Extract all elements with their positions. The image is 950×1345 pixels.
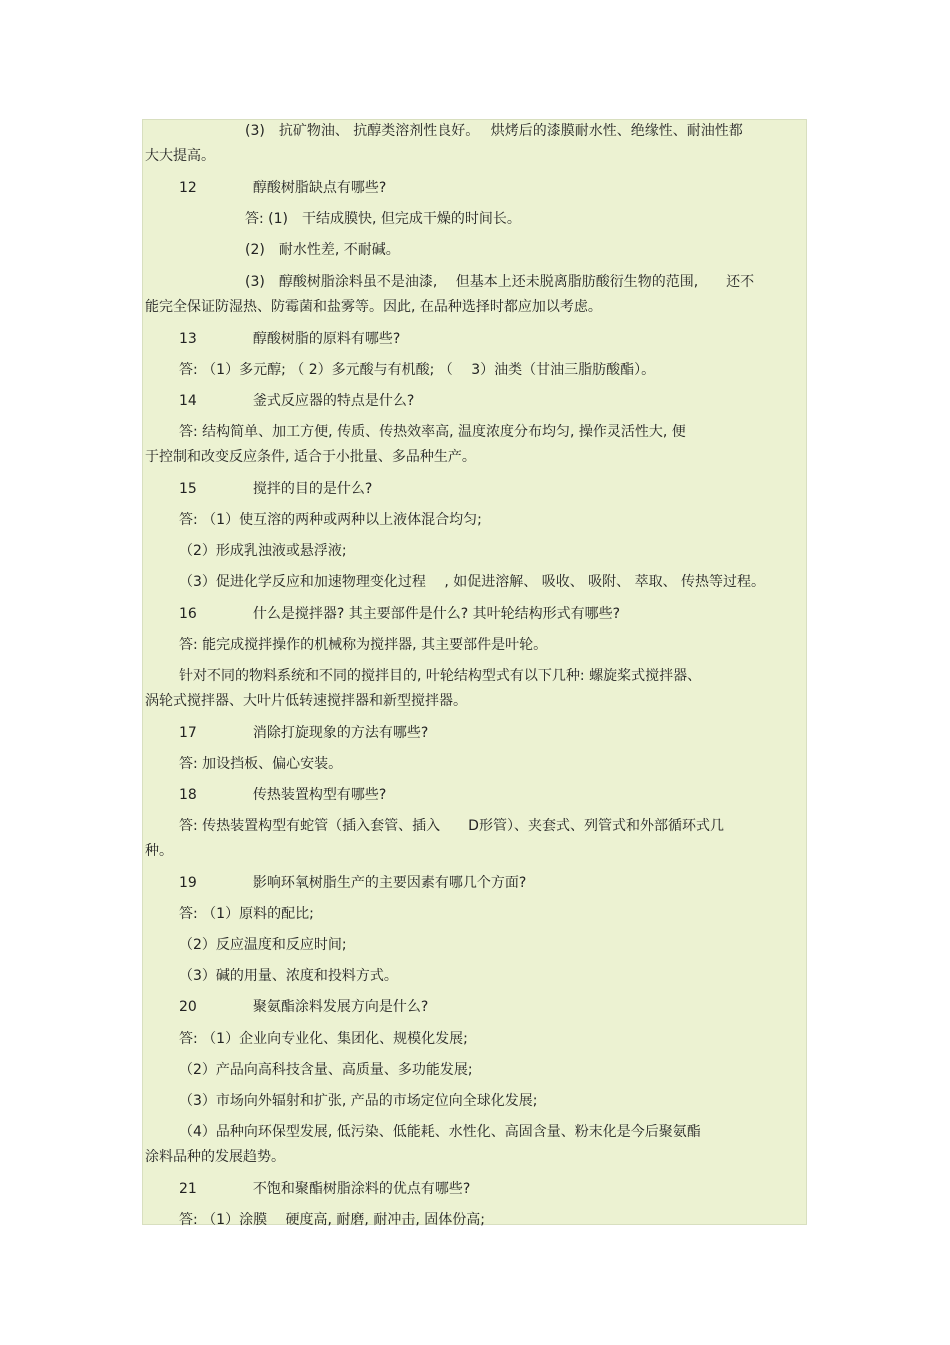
text-line: （2）产品向高科技含量、高质量、多功能发展; — [179, 1062, 473, 1078]
text-line: 答: 能完成搅拌操作的机械称为搅拌器, 其主要部件是叶轮。 — [179, 637, 548, 653]
text-line: （4）品种向环保型发展, 低污染、低能耗、水性化、高固含量、粉末化是今后聚氨酯 — [179, 1124, 701, 1140]
text-line: (3) 抗矿物油、 抗醇类溶剂性良好。 烘烤后的漆膜耐水性、绝缘性、耐油性都 — [245, 123, 743, 139]
text-line: 答: （1）多元醇; （ 2）多元酸与有机酸; （ 3）油类（甘油三脂肪酸酯）。 — [179, 362, 656, 378]
text-line: 大大提高。 — [145, 148, 215, 164]
text-line: 答: 结构简单、加工方便, 传质、传热效率高, 温度浓度分布均匀, 操作灵活性大, 便 — [179, 424, 686, 440]
text-line: 种。 — [145, 843, 173, 859]
text-line: （3）促进化学反应和加速物理变化过程 , 如促进溶解、 吸收、 吸附、 萃取、 传热等过程。 — [179, 574, 766, 590]
text-line: 答: 传热装置构型有蛇管（插入套管、插入 D形管）、夹套式、列管式和外部循环式几 — [179, 818, 724, 834]
text-line: （3）碱的用量、浓度和投料方式。 — [179, 968, 398, 984]
text-line: 18 传热装置构型有哪些? — [179, 787, 387, 803]
text-line: 16 什么是搅拌器? 其主要部件是什么? 其叶轮结构形式有哪些? — [179, 606, 621, 622]
text-line: 涡轮式搅拌器、大叶片低转速搅拌器和新型搅拌器。 — [145, 693, 467, 709]
text-line: 答: (1) 干结成膜快, 但完成干燥的时间长。 — [245, 211, 521, 227]
text-line: 答: （1）原料的配比; — [179, 906, 314, 922]
text-line: 涂料品种的发展趋势。 — [145, 1149, 285, 1165]
text-line: 针对不同的物料系统和不同的搅拌目的, 叶轮结构型式有以下几种: 螺旋桨式搅拌器、 — [179, 668, 702, 684]
text-line: 15 搅拌的目的是什么? — [179, 481, 373, 497]
text-line: 21 不饱和聚酯树脂涂料的优点有哪些? — [179, 1181, 471, 1197]
text-line: 20 聚氨酯涂料发展方向是什么? — [179, 999, 429, 1015]
text-line: 17 消除打旋现象的方法有哪些? — [179, 725, 429, 741]
text-line: （2）形成乳浊液或悬浮液; — [179, 543, 347, 559]
text-line: 答: 加设挡板、偏心安装。 — [179, 756, 343, 772]
text-line: （3）市场向外辐射和扩张, 产品的市场定位向全球化发展; — [179, 1093, 538, 1109]
text-line: 13 醇酸树脂的原料有哪些? — [179, 331, 401, 347]
text-line: 12 醇酸树脂缺点有哪些? — [179, 180, 387, 196]
text-line: 19 影响环氧树脂生产的主要因素有哪几个方面? — [179, 875, 527, 891]
text-line: 能完全保证防湿热、防霉菌和盐雾等。因此, 在品种选择时都应加以考虑。 — [145, 299, 602, 315]
document-page — [142, 119, 807, 1228]
text-line: (2) 耐水性差, 不耐碱。 — [245, 242, 400, 258]
text-line: (3) 醇酸树脂涂料虽不是油漆, 但基本上还未脱离脂肪酸衍生物的范围, 还不 — [245, 274, 755, 290]
text-line: （2）反应温度和反应时间; — [179, 937, 347, 953]
text-line: 14 釜式反应器的特点是什么? — [179, 393, 415, 409]
text-line: 答: （1）涂膜 硬度高, 耐磨, 耐冲击, 固体份高; — [179, 1212, 485, 1228]
text-line: 于控制和改变反应条件, 适合于小批量、多品种生产。 — [145, 449, 476, 465]
text-line: 答: （1）企业向专业化、集团化、规模化发展; — [179, 1031, 468, 1047]
text-line: 答: （1）使互溶的两种或两种以上液体混合均匀; — [179, 512, 482, 528]
